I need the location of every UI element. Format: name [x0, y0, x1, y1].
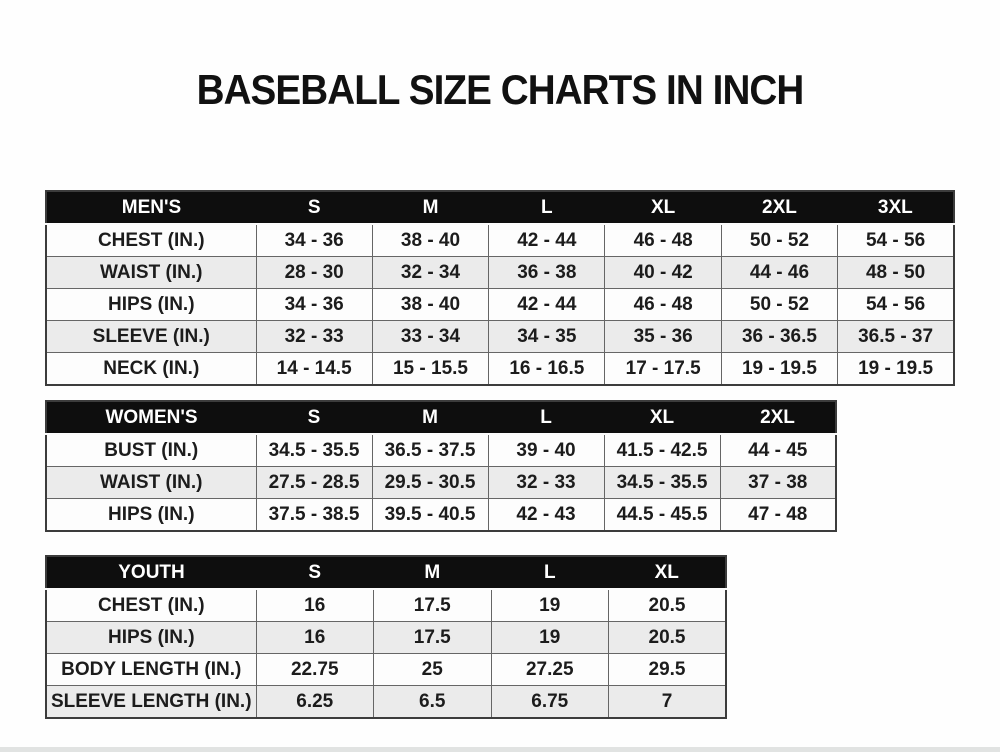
youth-size-header: L	[491, 556, 609, 589]
size-value-cell: 17.5	[374, 622, 492, 654]
size-value-cell: 34 - 36	[256, 224, 372, 257]
mens-table-row	[46, 289, 954, 321]
size-value-cell: 32 - 34	[372, 257, 488, 289]
mens-size-header: XL	[605, 191, 721, 224]
womens-table-row	[46, 434, 836, 467]
size-value-cell: 28 - 30	[256, 257, 372, 289]
size-value-cell: 27.25	[491, 654, 609, 686]
size-value-cell: 38 - 40	[372, 224, 488, 257]
womens-size-table	[45, 400, 837, 532]
measurement-label: SLEEVE (IN.)	[46, 321, 256, 353]
size-value-cell: 42 - 44	[489, 289, 605, 321]
womens-size-header: 2XL	[720, 401, 836, 434]
size-value-cell: 44.5 - 45.5	[604, 499, 720, 532]
size-value-cell: 37 - 38	[720, 467, 836, 499]
size-value-cell: 36.5 - 37.5	[372, 434, 488, 467]
youth-table-row	[46, 589, 726, 622]
size-value-cell: 16	[256, 589, 374, 622]
size-value-cell: 29.5 - 30.5	[372, 467, 488, 499]
mens-table-row	[46, 321, 954, 353]
measurement-label: HIPS (IN.)	[46, 289, 256, 321]
mens-size-header: 3XL	[838, 191, 954, 224]
youth-table-row	[46, 654, 726, 686]
size-value-cell: 54 - 56	[838, 224, 954, 257]
mens-table-row	[46, 257, 954, 289]
size-value-cell: 39.5 - 40.5	[372, 499, 488, 532]
size-value-cell: 40 - 42	[605, 257, 721, 289]
size-value-cell: 22.75	[256, 654, 374, 686]
measurement-label: NECK (IN.)	[46, 353, 256, 386]
size-value-cell: 19 - 19.5	[721, 353, 837, 386]
size-value-cell: 32 - 33	[256, 321, 372, 353]
measurement-label: CHEST (IN.)	[46, 224, 256, 257]
size-value-cell: 36 - 36.5	[721, 321, 837, 353]
size-value-cell: 6.25	[256, 686, 374, 719]
womens-size-header: M	[372, 401, 488, 434]
womens-size-header: XL	[604, 401, 720, 434]
size-value-cell: 32 - 33	[488, 467, 604, 499]
womens-size-header: S	[256, 401, 372, 434]
mens-size-header: M	[372, 191, 488, 224]
youth-table-row	[46, 622, 726, 654]
size-value-cell: 20.5	[609, 622, 727, 654]
measurement-label: CHEST (IN.)	[46, 589, 256, 622]
size-value-cell: 19 - 19.5	[838, 353, 954, 386]
womens-header-row	[46, 401, 836, 434]
measurement-label: HIPS (IN.)	[46, 622, 256, 654]
size-value-cell: 50 - 52	[721, 289, 837, 321]
size-value-cell: 34.5 - 35.5	[604, 467, 720, 499]
youth-header-row	[46, 556, 726, 589]
size-value-cell: 36.5 - 37	[838, 321, 954, 353]
size-value-cell: 50 - 52	[721, 224, 837, 257]
mens-table-row	[46, 353, 954, 386]
youth-size-table	[45, 555, 727, 719]
size-value-cell: 19	[491, 589, 609, 622]
size-value-cell: 34 - 36	[256, 289, 372, 321]
measurement-label: BUST (IN.)	[46, 434, 256, 467]
womens-table-row	[46, 499, 836, 532]
size-value-cell: 46 - 48	[605, 289, 721, 321]
size-value-cell: 17 - 17.5	[605, 353, 721, 386]
bottom-edge-strip	[0, 747, 1000, 752]
size-value-cell: 16	[256, 622, 374, 654]
youth-table-row	[46, 686, 726, 719]
mens-header-row	[46, 191, 954, 224]
youth-size-header: XL	[609, 556, 727, 589]
womens-table-title: WOMEN'S	[46, 401, 256, 434]
size-value-cell: 42 - 43	[488, 499, 604, 532]
size-value-cell: 37.5 - 38.5	[256, 499, 372, 532]
measurement-label: BODY LENGTH (IN.)	[46, 654, 256, 686]
womens-size-header: L	[488, 401, 604, 434]
size-value-cell: 25	[374, 654, 492, 686]
size-value-cell: 34.5 - 35.5	[256, 434, 372, 467]
size-value-cell: 41.5 - 42.5	[604, 434, 720, 467]
size-value-cell: 39 - 40	[488, 434, 604, 467]
size-value-cell: 36 - 38	[489, 257, 605, 289]
size-value-cell: 17.5	[374, 589, 492, 622]
size-value-cell: 6.5	[374, 686, 492, 719]
measurement-label: WAIST (IN.)	[46, 467, 256, 499]
mens-table-title: MEN'S	[46, 191, 256, 224]
size-value-cell: 38 - 40	[372, 289, 488, 321]
mens-size-header: S	[256, 191, 372, 224]
measurement-label: SLEEVE LENGTH (IN.)	[46, 686, 256, 719]
size-value-cell: 48 - 50	[838, 257, 954, 289]
size-value-cell: 29.5	[609, 654, 727, 686]
size-value-cell: 34 - 35	[489, 321, 605, 353]
size-value-cell: 27.5 - 28.5	[256, 467, 372, 499]
size-value-cell: 15 - 15.5	[372, 353, 488, 386]
womens-table-row	[46, 467, 836, 499]
mens-size-header: L	[489, 191, 605, 224]
size-value-cell: 33 - 34	[372, 321, 488, 353]
size-value-cell: 35 - 36	[605, 321, 721, 353]
size-value-cell: 42 - 44	[489, 224, 605, 257]
youth-size-header: M	[374, 556, 492, 589]
size-value-cell: 54 - 56	[838, 289, 954, 321]
measurement-label: HIPS (IN.)	[46, 499, 256, 532]
size-value-cell: 44 - 46	[721, 257, 837, 289]
size-value-cell: 44 - 45	[720, 434, 836, 467]
size-value-cell: 7	[609, 686, 727, 719]
mens-table-row	[46, 224, 954, 257]
youth-size-header: S	[256, 556, 374, 589]
size-value-cell: 14 - 14.5	[256, 353, 372, 386]
mens-size-header: 2XL	[721, 191, 837, 224]
size-value-cell: 20.5	[609, 589, 727, 622]
size-value-cell: 16 - 16.5	[489, 353, 605, 386]
measurement-label: WAIST (IN.)	[46, 257, 256, 289]
size-value-cell: 19	[491, 622, 609, 654]
youth-table-title: YOUTH	[46, 556, 256, 589]
page-title: BASEBALL SIZE CHARTS IN INCH	[196, 66, 804, 113]
size-value-cell: 46 - 48	[605, 224, 721, 257]
mens-size-table	[45, 190, 955, 386]
size-value-cell: 6.75	[491, 686, 609, 719]
size-value-cell: 47 - 48	[720, 499, 836, 532]
